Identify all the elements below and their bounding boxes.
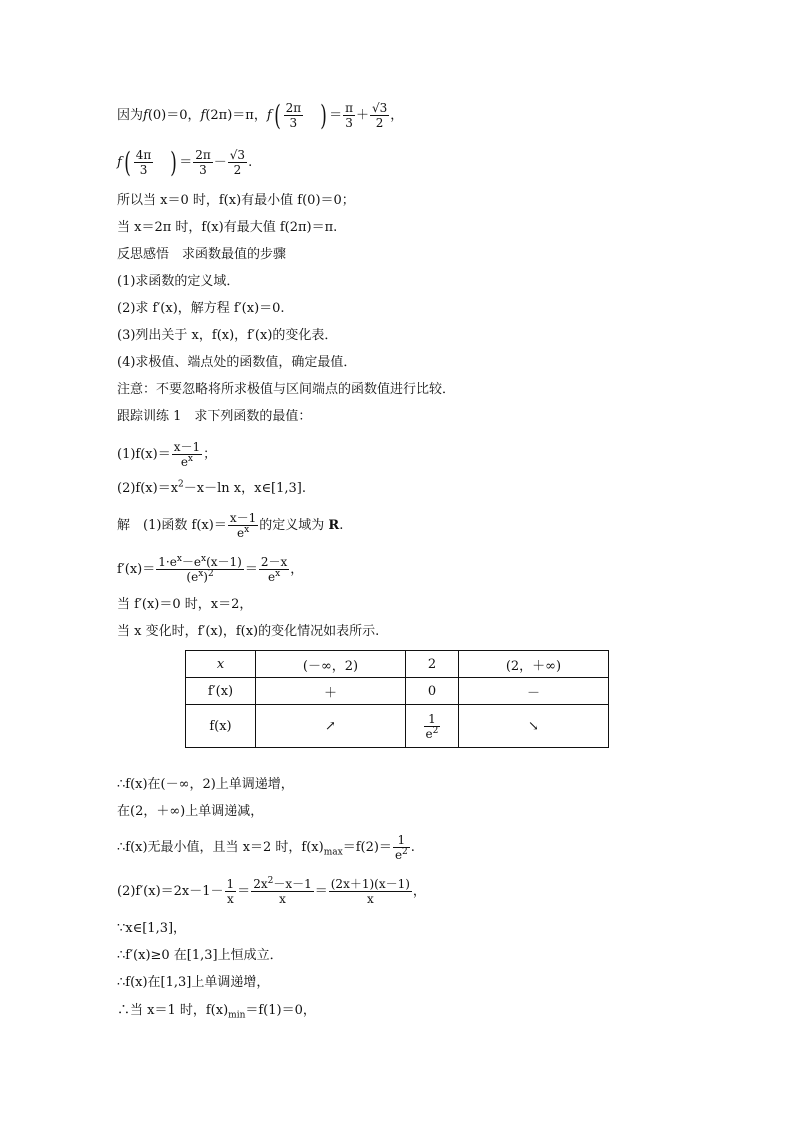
line-21 (117, 877, 426, 906)
line-5: 反思感悟 求函数最值的步骤 (117, 247, 287, 262)
fraction (156, 555, 244, 584)
denominator (393, 848, 410, 862)
numerator: x－1 (229, 511, 257, 525)
numerator: 1 (424, 712, 441, 727)
text: 因为 (117, 108, 144, 123)
line-10: 注意：不要忽略将所求极值与区间端点的函数值进行比较． (117, 382, 456, 397)
text: 解 (1)函数 f(x)＝ (117, 518, 227, 533)
line-12 (117, 440, 216, 469)
denominator: 2 (375, 116, 384, 130)
text: 1·e (158, 555, 177, 569)
numerator: √3 (371, 101, 388, 115)
denominator: x (226, 892, 234, 906)
text: e (180, 455, 188, 469)
denominator (259, 570, 289, 584)
fraction (284, 101, 304, 130)
fraction (251, 877, 314, 906)
line-13 (117, 481, 306, 497)
table-cell: (－∞，2) (256, 651, 406, 678)
table-cell: (2，＋∞) (458, 651, 608, 678)
superscript: 2 (207, 569, 214, 579)
text: ) (203, 570, 208, 584)
superscript: x (198, 569, 204, 579)
line-19: 在(2，＋∞)上单调递减， (117, 804, 264, 819)
text: e (236, 526, 245, 540)
numerator: 2π (285, 101, 302, 115)
text: (2)f(x)＝x (117, 481, 179, 496)
paren: ) (320, 98, 327, 132)
variation-table (185, 650, 609, 748)
superscript: x (201, 554, 207, 564)
text: . (410, 840, 415, 855)
numerator: (2x＋1)(x－1) (330, 877, 410, 891)
text: (2π)＝π， (205, 108, 267, 123)
numerator: x－1 (173, 440, 201, 454)
text: (e (186, 570, 199, 584)
text: (1)f(x)＝ (117, 447, 171, 462)
line-20 (117, 833, 415, 862)
superscript: 2 (267, 876, 274, 886)
text: ＝f(2)＝ (342, 840, 392, 855)
text: e (425, 726, 433, 741)
fraction (228, 148, 247, 177)
paren: ( (273, 98, 281, 132)
text: － (213, 155, 227, 170)
numerator: 4π (135, 148, 152, 162)
paren: ) (170, 145, 178, 179)
text: e (267, 570, 276, 584)
text: f′(x)＝ (117, 562, 156, 577)
text: (x－1) (206, 555, 242, 569)
line-14 (117, 511, 343, 540)
numerator (251, 877, 314, 892)
numerator: 1 (226, 877, 235, 891)
subscript: max (323, 847, 343, 858)
numerator: 2π (195, 148, 211, 162)
text: . (248, 155, 253, 170)
fraction (393, 833, 410, 862)
subscript: min (228, 1010, 246, 1021)
table-cell: f′(x) (186, 678, 256, 705)
numerator (156, 555, 244, 570)
text: 2x (253, 877, 268, 891)
superscript: x (187, 454, 193, 464)
table-cell: － (458, 678, 608, 705)
denominator: 3 (139, 163, 148, 177)
text: ∴当 x＝1 时，f(x) (117, 1003, 229, 1018)
text: ； (203, 447, 217, 462)
superscript: x (244, 525, 250, 535)
denominator (228, 526, 258, 540)
text: (0)＝0， (147, 108, 201, 123)
text: －x－ln x，x∈[1,3]. (183, 481, 307, 496)
table-cell: ↘ (458, 705, 608, 748)
text: (2)f′(x)＝2x－1－ (117, 884, 224, 899)
fraction (193, 148, 213, 177)
fraction (370, 101, 389, 130)
fraction (329, 877, 412, 906)
paren: ( (124, 145, 131, 179)
denominator: 3 (345, 116, 353, 130)
superscript: x (275, 569, 281, 579)
table-row (186, 651, 609, 678)
line-11: 跟踪训练 1 求下列函数的最值： (117, 409, 312, 424)
numerator: √3 (229, 148, 246, 162)
text: ＝ (237, 884, 251, 899)
denominator (172, 455, 202, 469)
fraction (424, 712, 441, 741)
line-8: (3)列出关于 x，f(x)，f′(x)的变化表． (117, 328, 338, 343)
text: ＝f(1)＝0， (245, 1003, 316, 1018)
line-9: (4)求极值、端点处的函数值，确定最值． (117, 355, 357, 370)
fraction (228, 511, 258, 540)
text: ， (390, 108, 404, 123)
line-18: ∴f(x)在(－∞，2)上单调递增， (117, 777, 294, 792)
text: －x－1 (273, 877, 312, 891)
text: ＝ (314, 884, 328, 899)
superscript: 2 (432, 725, 439, 736)
text: ∴f(x)无最小值，且当 x＝2 时，f(x) (117, 840, 324, 855)
line-6: (1)求函数的定义域． (117, 274, 240, 289)
table-cell (406, 705, 459, 748)
text: f (117, 155, 122, 170)
line-22: ∵x∈[1,3]， (117, 921, 187, 936)
table-cell: ↗ (256, 705, 406, 748)
text: f (266, 108, 272, 123)
line-7: (2)求 f′(x)，解方程 f′(x)＝0. (117, 301, 285, 316)
text: ＝ (329, 108, 343, 123)
text: . (339, 518, 344, 533)
denominator (424, 727, 441, 741)
table-cell: ＋ (256, 678, 406, 705)
line-4: 当 x＝2π 时，f(x)有最大值 f(2π)＝π. (117, 220, 338, 235)
text: －e (181, 555, 201, 569)
line-17: 当 x 变化时，f′(x)，f(x)的变化情况如表所示. (117, 624, 380, 639)
text: ＝ (244, 562, 258, 577)
text: ＝ (179, 155, 193, 170)
text: ， (290, 562, 304, 577)
table-row (186, 678, 609, 705)
superscript: x (176, 554, 182, 564)
line-15 (117, 555, 303, 584)
fraction (134, 148, 154, 177)
denominator: 2 (233, 163, 242, 177)
line-1 (117, 98, 404, 132)
numerator: 1 (393, 833, 410, 848)
denominator (156, 570, 244, 584)
table-cell: 0 (406, 678, 459, 705)
line-2 (117, 145, 253, 179)
fraction (259, 555, 289, 584)
fraction (172, 440, 202, 469)
line-25 (117, 1003, 316, 1019)
fraction (225, 877, 237, 906)
table-cell: 2 (406, 651, 459, 678)
fraction (343, 101, 355, 130)
text: f (143, 108, 148, 123)
numerator: π (345, 101, 353, 115)
superscript: 2 (402, 847, 408, 857)
line-3: 所以当 x＝0 时，f(x)有最小值 f(0)＝0； (117, 193, 355, 208)
table-cell: f(x) (186, 705, 256, 748)
text: ＋ (355, 108, 369, 123)
numerator: 2－x (260, 555, 288, 569)
table-cell: x (186, 651, 256, 678)
text: ， (412, 884, 426, 899)
text: R (328, 518, 340, 533)
superscript: 2 (178, 479, 184, 490)
line-16: 当 f′(x)＝0 时，x＝2， (117, 597, 253, 612)
denominator: x (366, 892, 374, 906)
line-23: ∴f′(x)≥0 在[1,3]上恒成立． (117, 948, 283, 963)
text: f (200, 108, 206, 123)
denominator: 3 (199, 163, 207, 177)
denominator: x (279, 892, 286, 906)
table-row (186, 705, 609, 748)
text: e (394, 848, 403, 862)
text: 的定义域为 (259, 518, 329, 533)
denominator: 3 (289, 116, 298, 130)
line-24: ∴f(x)在[1,3]上单调递增， (117, 975, 270, 990)
